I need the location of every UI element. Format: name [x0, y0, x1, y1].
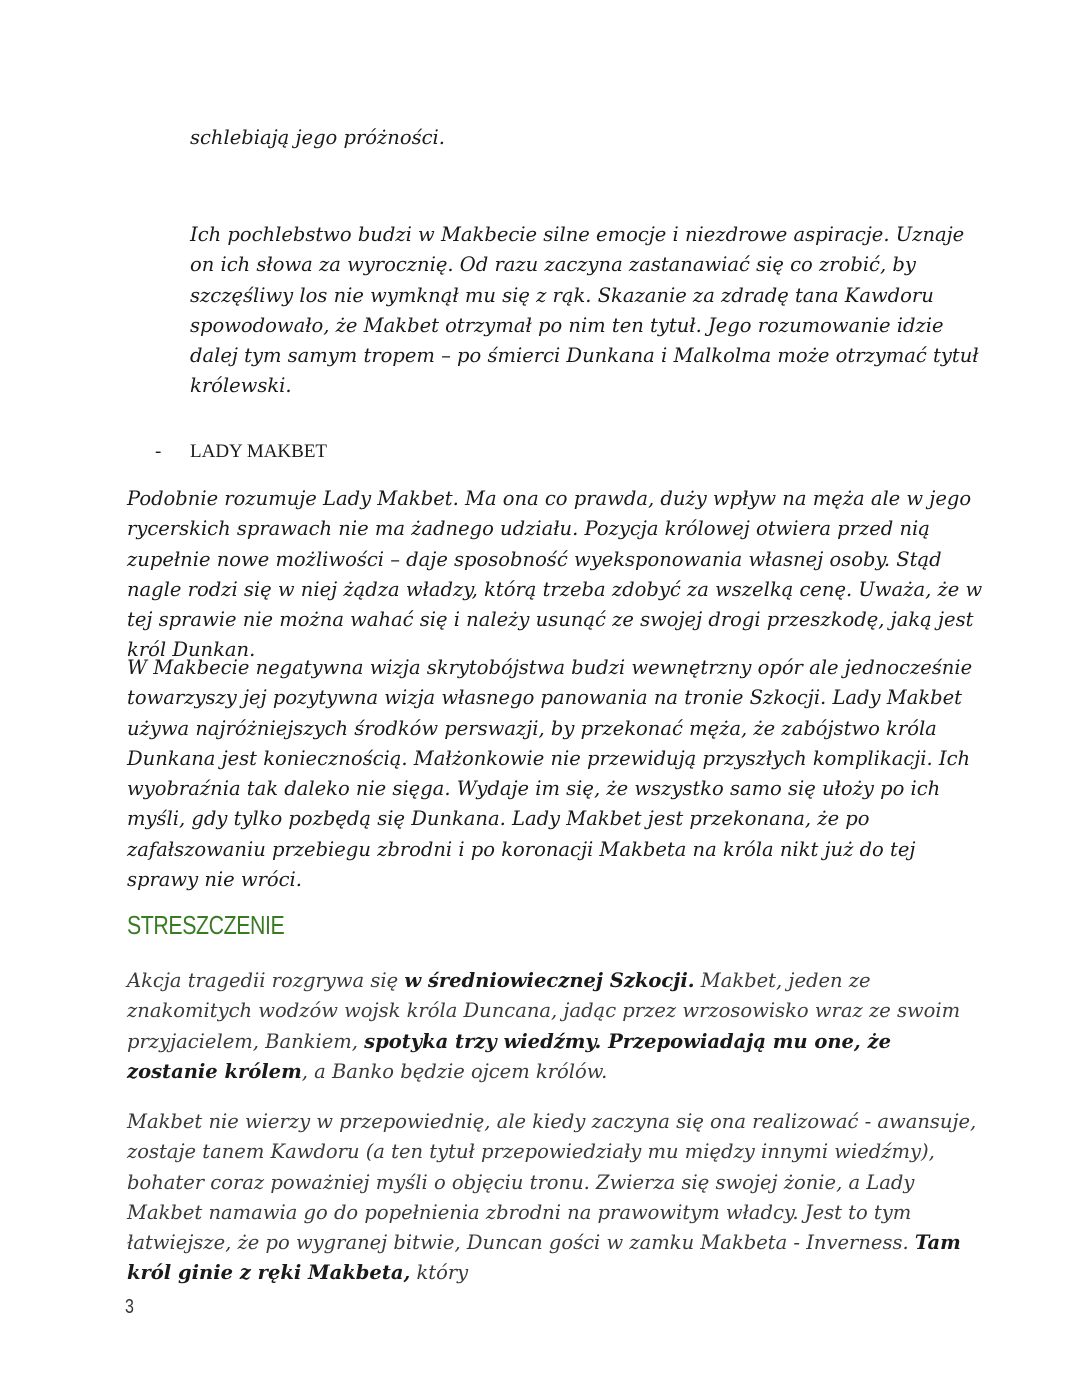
summary-2-text-b: który [410, 1261, 469, 1285]
continuation-text: schlebiają jego próżności. [190, 126, 445, 149]
summary-2-bold-a: Tam król ginie z ręki Makbeta, [127, 1231, 961, 1285]
summary-2-text-a: Makbet nie wierzy w przepowiednię, ale kiedy zaczyna się ona realizować - awansuje, zostaje tanem Kawdoru (a ten tytuł przepowiedziały mu między innymi wiedźmy), bohater coraz poważniej myśli o objęciu tronu. Zwierza się swojej żonie, a Lady Makbet namawia go do popełnienia zbrodni na prawowitym władcy. Jest to tym łatwiejsze, że po wygranej bitwie, Duncan gości w zamku Makbeta - Inverness. [127, 1110, 977, 1255]
summary-1-bold-a: w średniowiecznej Szkocji. [404, 969, 695, 992]
paragraph-lady-makbet-1: Podobnie rozumuje Lady Makbet. Ma ona co prawda, duży wpływ na męża ale w jego rycerskich sprawach nie ma żadnego udziału. Pozycja królowej otwiera przed nią zupełnie nowe możliwości – daje sposobność wyeksponowania własnej osoby. Stąd nagle rodzi się w niej żądza władzy, którą trzeba zdobyć za wszelką cenę. Uważa, że w tej sprawie nie można wahać się i należy usunąć ze swojej drogi przeszkodę, jaką jest król Dunkan. [127, 487, 983, 662]
summary-1-text-b: Makbet, jeden ze znakomitych wodzów wojsk króla Duncana, jadąc przez wrzosowisko wraz ze swoim przyjacielem, Bankiem, [127, 969, 961, 1053]
bullet-dash: - [155, 441, 162, 462]
section-heading: STRESZCZENIE [127, 910, 285, 940]
summary-paragraph-1 [127, 966, 987, 1087]
page-number: 3 [125, 1296, 134, 1318]
paragraph-lady-makbet-2: W Makbecie negatywna wizja skrytobójstwa budzi wewnętrzny opór ale jednocześnie towarzyszy jej pozytywna wizja własnego panowania na tronie Szkocji. Lady Makbet używa najróżniejszych środków perswazji, by przekonać męża, że zabójstwo króla Dunkana jest koniecznością. Małżonkowie nie przewidują przyszłych komplikacji. Ich wyobraźnia tak daleko nie sięga. Wydaje im się, że wszystko samo się ułoży po ich myśli, gdy tylko pozbędą się Dunkana. Lady Makbet jest przekonana, że po zafałszowaniu przebiegu zbrodni i po koronacji Makbeta na króla nikt już do tej sprawy nie wróci. [127, 656, 973, 892]
summary-paragraph-2 [127, 1107, 987, 1289]
summary-1-bold-b: spotyka trzy wiedźmy. Przepowiadają mu one, że zostanie królem [127, 1029, 891, 1083]
summary-1-text-c: , a Banko będzie ojcem królów. [301, 1059, 608, 1083]
summary-1-text-a: Akcja tragedii rozgrywa się [127, 969, 405, 992]
bullet-label: LADY MAKBET [190, 441, 328, 462]
paragraph-makbet-ambition: Ich pochlebstwo budzi w Makbecie silne emocje i niezdrowe aspiracje. Uznaje on ich słowa za wyrocznię. Od razu zaczyna zastanawiać się co zrobić, by szczęśliwy los nie wymknął mu się z rąk. Skazanie za zdradę tana Kawdoru spowodowało, że Makbet otrzymał po nim ten tytuł. Jego rozumowanie idzie dalej tym samym tropem – po śmierci Dunkana i Malkolma może otrzymać tytuł królewski. [190, 223, 979, 398]
